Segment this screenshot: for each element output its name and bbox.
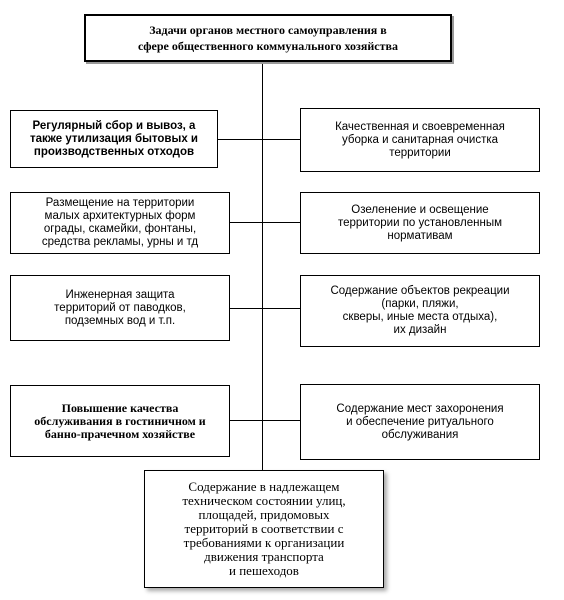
task-box-greening: Озеленение и освещение территории по установленным нормативам bbox=[300, 192, 540, 254]
task-box-recreation: Содержание объектов рекреации (парки, пляжи, скверы, иные места отдыха), их дизайн bbox=[300, 275, 540, 347]
connector-right-4 bbox=[263, 420, 300, 421]
connector-left-2 bbox=[230, 222, 262, 223]
connector-right-3 bbox=[263, 308, 300, 309]
task-box-engineering-protection: Инженерная защита территорий от паводков, подземных вод и т.п. bbox=[10, 275, 230, 341]
connector-left-4 bbox=[230, 420, 262, 421]
trunk-line bbox=[262, 62, 263, 470]
task-box-burial: Содержание мест захоронения и обеспечение ритуального обслуживания bbox=[300, 384, 540, 460]
task-box-waste: Регулярный сбор и вывоз, а также утилизация бытовых и производственных отходов bbox=[10, 110, 218, 168]
connector-right-2 bbox=[263, 222, 300, 223]
task-box-streets-maintenance: Содержание в надлежащем техническом состоянии улиц, площадей, придомовых территорий в соответствии с требованиями к организации движения транспорта и пешеходов bbox=[144, 470, 384, 588]
diagram-title: Задачи органов местного самоуправления в сфере общественного коммунального хозяйства bbox=[84, 14, 452, 62]
task-box-cleaning: Качественная и своевременная уборка и санитарная очистка территории bbox=[300, 108, 540, 172]
connector-right-1 bbox=[263, 139, 300, 140]
connector-left-3 bbox=[230, 308, 262, 309]
task-box-hotel-service: Повышение качества обслуживания в гостиничном и банно-прачечном хозяйстве bbox=[10, 385, 230, 457]
connector-left-1 bbox=[218, 139, 262, 140]
task-box-architectural-forms: Размещение на территории малых архитектурных форм ограды, скамейки, фонтаны, средства рекламы, урны и тд bbox=[10, 192, 230, 254]
